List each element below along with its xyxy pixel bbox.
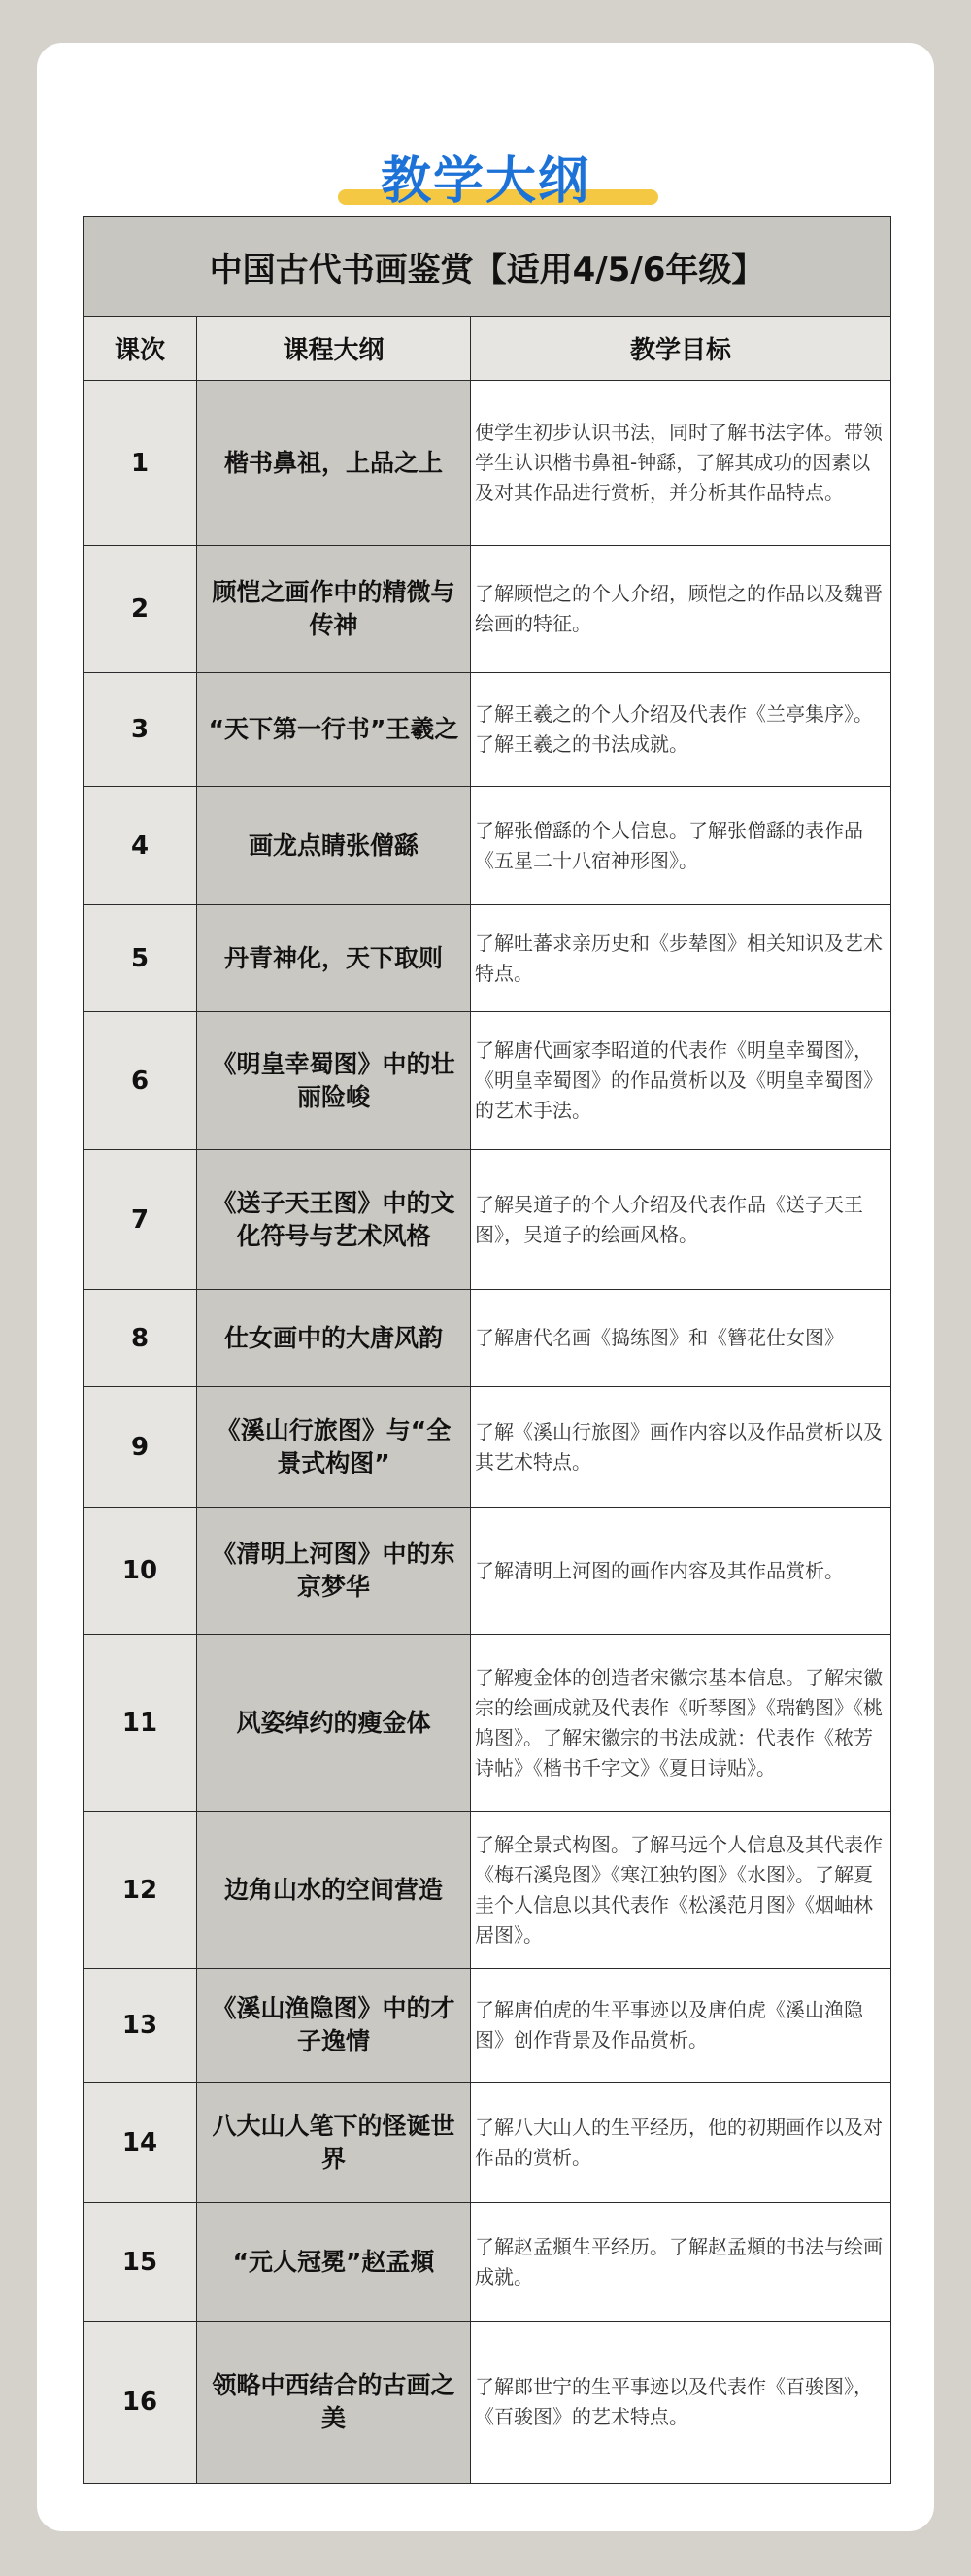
table-row <box>84 1508 891 1635</box>
lesson-topic: “天下第一行书”王羲之 <box>197 673 471 787</box>
lesson-topic: 画龙点睛张僧繇 <box>197 787 471 905</box>
table-caption: 中国古代书画鉴赏【适用4/5/6年级】 <box>84 217 891 317</box>
table-row <box>84 1387 891 1508</box>
lesson-topic: 《送子天王图》中的文化符号与艺术风格 <box>197 1150 471 1290</box>
lesson-number: 16 <box>84 2322 197 2484</box>
table-row <box>84 787 891 905</box>
lesson-topic: 风姿绰约的瘦金体 <box>197 1635 471 1812</box>
lesson-goal: 了解吴道子的个人介绍及代表作品《送子天王图》，吴道子的绘画风格。 <box>471 1150 891 1290</box>
lesson-goal: 了解清明上河图的画作内容及其作品赏析。 <box>471 1508 891 1635</box>
lesson-number: 11 <box>84 1635 197 1812</box>
header-course-outline: 课程大纲 <box>197 317 471 381</box>
lesson-goal: 了解八大山人的生平经历，他的初期画作以及对作品的赏析。 <box>471 2083 891 2203</box>
lesson-number: 15 <box>84 2203 197 2322</box>
syllabus-card <box>37 43 934 2531</box>
lesson-number: 4 <box>84 787 197 905</box>
lesson-number: 6 <box>84 1012 197 1150</box>
syllabus-table <box>83 216 891 2484</box>
table-row <box>84 2083 891 2203</box>
table-row <box>84 2203 891 2322</box>
page-title: 教学大纲 <box>380 153 590 211</box>
lesson-topic: “元人冠冕”赵孟頫 <box>197 2203 471 2322</box>
lesson-goal: 了解郎世宁的生平事迹以及代表作《百骏图》，《百骏图》的艺术特点。 <box>471 2322 891 2484</box>
lesson-goal: 了解唐代画家李昭道的代表作《明皇幸蜀图》，《明皇幸蜀图》的作品赏析以及《明皇幸蜀图》的艺术手法。 <box>471 1012 891 1150</box>
header-lesson-number: 课次 <box>84 317 197 381</box>
lesson-goal: 了解唐伯虎的生平事迹以及唐伯虎《溪山渔隐图》创作背景及作品赏析。 <box>471 1969 891 2083</box>
lesson-goal: 了解赵孟頫生平经历。了解赵孟頫的书法与绘画成就。 <box>471 2203 891 2322</box>
table-row <box>84 673 891 787</box>
lesson-topic: 边角山水的空间营造 <box>197 1812 471 1969</box>
lesson-number: 5 <box>84 905 197 1012</box>
lesson-goal: 了解王羲之的个人介绍及代表作《兰亭集序》。了解王羲之的书法成就。 <box>471 673 891 787</box>
lesson-goal: 了解顾恺之的个人介绍，顾恺之的作品以及魏晋绘画的特征。 <box>471 546 891 673</box>
lesson-number: 9 <box>84 1387 197 1508</box>
lesson-number: 3 <box>84 673 197 787</box>
table-body <box>84 381 891 2484</box>
lesson-topic: 八大山人笔下的怪诞世界 <box>197 2083 471 2203</box>
lesson-goal: 了解全景式构图。了解马远个人信息及其代表作《梅石溪凫图》《寒江独钓图》《水图》。了解夏圭个人信息以其代表作《松溪范月图》《烟岫林居图》。 <box>471 1812 891 1969</box>
lesson-goal: 了解瘦金体的创造者宋徽宗基本信息。了解宋徽宗的绘画成就及代表作《听琴图》《瑞鹤图》《桃鸠图》。了解宋徽宗的书法成就：代表作《秾芳诗帖》《楷书千字文》《夏日诗贴》。 <box>471 1635 891 1812</box>
lesson-topic: 《溪山行旅图》与“全景式构图” <box>197 1387 471 1508</box>
lesson-goal: 了解《溪山行旅图》画作内容以及作品赏析以及其艺术特点。 <box>471 1387 891 1508</box>
table-row <box>84 1150 891 1290</box>
lesson-topic: 楷书鼻祖，上品之上 <box>197 381 471 546</box>
lesson-topic: 《溪山渔隐图》中的才子逸情 <box>197 1969 471 2083</box>
lesson-topic: 《明皇幸蜀图》中的壮丽险峻 <box>197 1012 471 1150</box>
header-teaching-goal: 教学目标 <box>471 317 891 381</box>
table-row <box>84 1290 891 1387</box>
lesson-goal: 了解吐蕃求亲历史和《步辇图》相关知识及艺术特点。 <box>471 905 891 1012</box>
table-row <box>84 1012 891 1150</box>
lesson-number: 10 <box>84 1508 197 1635</box>
table-row <box>84 546 891 673</box>
lesson-number: 8 <box>84 1290 197 1387</box>
lesson-number: 13 <box>84 1969 197 2083</box>
table-row <box>84 381 891 546</box>
lesson-number: 1 <box>84 381 197 546</box>
table-row <box>84 1635 891 1812</box>
lesson-goal: 使学生初步认识书法，同时了解书法字体。带领学生认识楷书鼻祖-钟繇，了解其成功的因素以及对其作品进行赏析，并分析其作品特点。 <box>471 381 891 546</box>
table-row <box>84 1812 891 1969</box>
lesson-number: 12 <box>84 1812 197 1969</box>
table-row <box>84 905 891 1012</box>
lesson-goal: 了解张僧繇的个人信息。了解张僧繇的表作品《五星二十八宿神形图》。 <box>471 787 891 905</box>
page-title-block <box>37 101 934 211</box>
lesson-number: 2 <box>84 546 197 673</box>
lesson-number: 14 <box>84 2083 197 2203</box>
lesson-topic: 仕女画中的大唐风韵 <box>197 1290 471 1387</box>
lesson-number: 7 <box>84 1150 197 1290</box>
lesson-goal: 了解唐代名画《捣练图》和《簪花仕女图》 <box>471 1290 891 1387</box>
lesson-topic: 丹青神化，天下取则 <box>197 905 471 1012</box>
lesson-topic: 领略中西结合的古画之美 <box>197 2322 471 2484</box>
table-row <box>84 1969 891 2083</box>
lesson-topic: 《清明上河图》中的东京梦华 <box>197 1508 471 1635</box>
lesson-topic: 顾恺之画作中的精微与传神 <box>197 546 471 673</box>
table-row <box>84 2322 891 2484</box>
